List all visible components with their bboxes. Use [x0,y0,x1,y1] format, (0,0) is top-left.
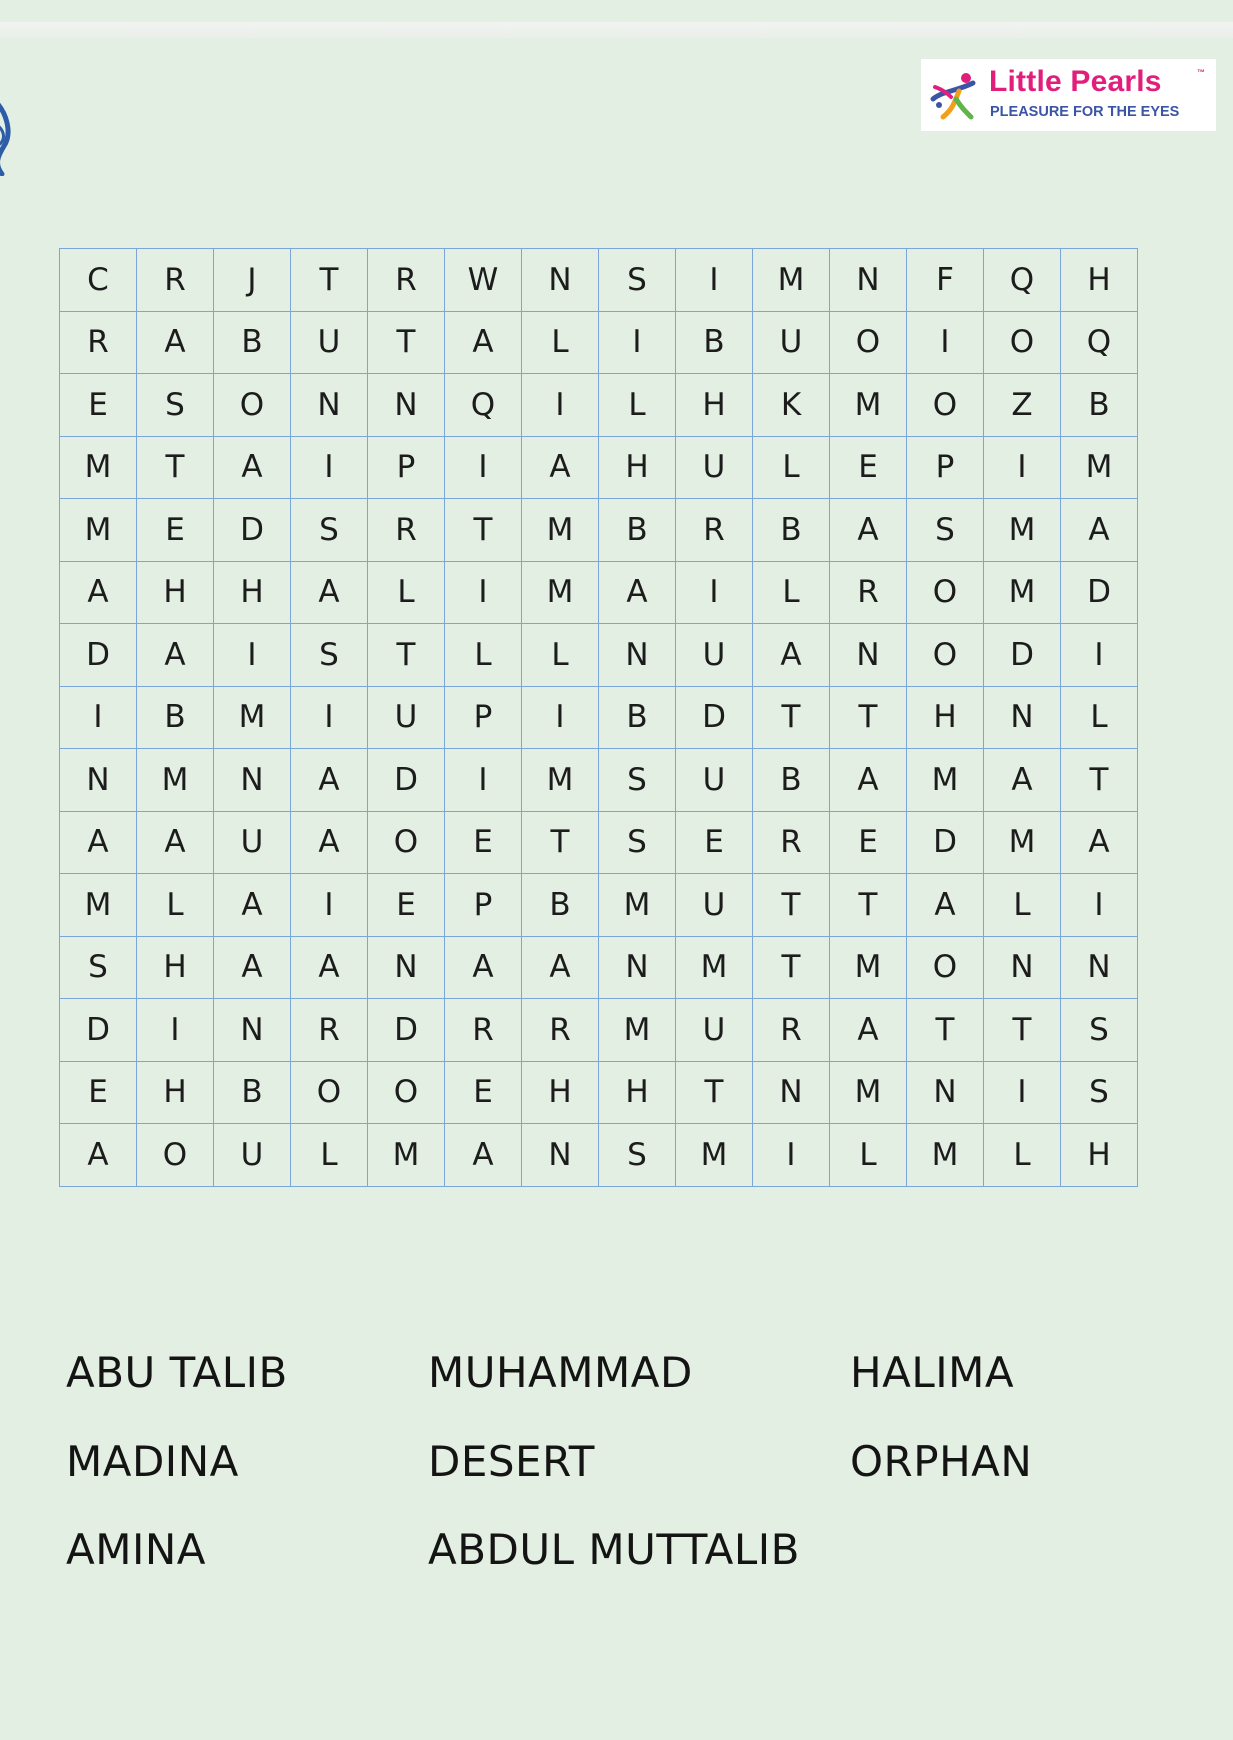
grid-cell[interactable]: T [984,999,1061,1062]
grid-cell[interactable]: M [1061,437,1138,500]
grid-cell[interactable]: L [984,1124,1061,1187]
grid-cell[interactable]: C [60,249,137,312]
grid-cell[interactable]: T [676,1062,753,1125]
grid-cell[interactable]: D [60,624,137,687]
grid-cell[interactable]: J [214,249,291,312]
grid-cell[interactable]: S [137,374,214,437]
grid-cell[interactable]: M [984,499,1061,562]
grid-cell[interactable]: O [214,374,291,437]
grid-cell[interactable]: N [522,1124,599,1187]
grid-cell[interactable]: L [445,624,522,687]
logo-tagline: PLEASURE FOR THE EYES [990,104,1180,120]
grid-cell[interactable]: K [753,374,830,437]
grid-cell[interactable]: A [291,937,368,1000]
grid-cell[interactable]: M [830,1062,907,1125]
grid-cell[interactable]: B [214,312,291,375]
grid-cell[interactable]: L [753,562,830,625]
grid-cell[interactable]: D [676,687,753,750]
grid-cell[interactable]: L [1061,687,1138,750]
grid-cell[interactable]: U [676,624,753,687]
grid-cell[interactable]: N [753,1062,830,1125]
grid-cell[interactable]: N [599,624,676,687]
grid-cell[interactable]: M [522,749,599,812]
grid-cell[interactable]: M [907,1124,984,1187]
grid-cell[interactable]: I [1061,874,1138,937]
grid-cell[interactable]: B [599,687,676,750]
grid-cell[interactable]: I [907,312,984,375]
grid-cell[interactable]: A [907,874,984,937]
grid-cell[interactable]: M [830,374,907,437]
grid-cell[interactable]: N [1061,937,1138,1000]
grid-cell[interactable]: A [522,937,599,1000]
grid-cell[interactable]: I [445,562,522,625]
grid-cell[interactable]: S [291,499,368,562]
grid-cell[interactable]: H [137,937,214,1000]
grid-cell[interactable]: I [753,1124,830,1187]
grid-cell[interactable]: N [599,937,676,1000]
grid-cell[interactable]: L [522,312,599,375]
grid-cell[interactable]: L [137,874,214,937]
grid-cell[interactable]: A [445,1124,522,1187]
grid-cell[interactable]: A [137,812,214,875]
grid-cell[interactable]: O [907,937,984,1000]
grid-cell[interactable]: N [522,249,599,312]
grid-cell[interactable]: S [599,249,676,312]
logo-figure-icon [929,69,979,121]
grid-cell[interactable]: H [599,1062,676,1125]
grid-cell[interactable]: S [599,812,676,875]
grid-cell[interactable]: I [522,374,599,437]
grid-cell[interactable]: M [676,1124,753,1187]
grid-cell[interactable]: A [522,437,599,500]
grid-cell[interactable]: A [830,499,907,562]
grid-cell[interactable]: M [60,499,137,562]
grid-cell[interactable]: E [368,874,445,937]
word-item: MUHAMMAD [428,1348,693,1397]
grid-cell[interactable]: H [522,1062,599,1125]
word-item: ORPHAN [850,1437,1033,1486]
grid-cell[interactable]: E [60,1062,137,1125]
grid-cell[interactable]: L [522,624,599,687]
grid-cell[interactable]: O [907,562,984,625]
grid-cell[interactable]: N [214,749,291,812]
grid-cell[interactable]: A [214,874,291,937]
grid-cell[interactable]: D [60,999,137,1062]
grid-cell[interactable]: R [676,499,753,562]
grid-cell[interactable]: E [60,374,137,437]
grid-cell[interactable]: B [522,874,599,937]
grid-cell[interactable]: T [137,437,214,500]
logo [921,59,1216,131]
grid-cell[interactable]: L [830,1124,907,1187]
grid-cell[interactable]: O [984,312,1061,375]
grid-cell[interactable]: M [60,437,137,500]
grid-cell[interactable]: M [137,749,214,812]
grid-cell[interactable]: H [599,437,676,500]
grid-cell[interactable]: B [753,499,830,562]
grid-cell[interactable]: T [753,687,830,750]
grid-cell[interactable]: R [753,812,830,875]
grid-cell[interactable]: D [368,749,445,812]
grid-cell[interactable]: A [60,812,137,875]
grid-cell[interactable]: E [445,1062,522,1125]
grid-cell[interactable]: I [676,249,753,312]
grid-cell[interactable]: H [137,1062,214,1125]
grid-cell[interactable]: T [753,874,830,937]
grid-cell[interactable]: T [445,499,522,562]
grid-cell[interactable]: M [599,999,676,1062]
grid-cell[interactable]: E [137,499,214,562]
grid-cell[interactable]: I [60,687,137,750]
grid-cell[interactable]: S [1061,1062,1138,1125]
grid-cell[interactable]: Q [1061,312,1138,375]
grid-cell[interactable]: N [830,249,907,312]
word-item: ABDUL MUTTALIB [428,1525,800,1574]
grid-cell[interactable]: H [214,562,291,625]
grid-cell[interactable]: S [60,937,137,1000]
grid-cell[interactable]: I [214,624,291,687]
edge-decoration [0,94,12,176]
grid-cell[interactable]: I [445,749,522,812]
word-item: DESERT [428,1437,595,1486]
grid-cell[interactable]: I [445,437,522,500]
grid-cell[interactable]: R [830,562,907,625]
grid-cell[interactable]: O [368,1062,445,1125]
grid-cell[interactable]: B [599,499,676,562]
grid-cell[interactable]: T [368,624,445,687]
grid-cell[interactable]: H [1061,249,1138,312]
grid-cell[interactable]: N [984,687,1061,750]
grid-cell[interactable]: M [60,874,137,937]
grid-cell[interactable]: P [445,687,522,750]
logo-name: Little Pearls [989,65,1162,98]
grid-cell[interactable]: U [291,312,368,375]
grid-cell[interactable]: A [291,562,368,625]
grid-cell[interactable]: Q [984,249,1061,312]
grid-cell[interactable]: N [60,749,137,812]
grid-cell[interactable]: U [676,999,753,1062]
word-item: AMINA [66,1525,207,1574]
grid-cell[interactable]: D [368,999,445,1062]
grid-cell[interactable]: O [137,1124,214,1187]
grid-cell[interactable]: U [676,437,753,500]
word-search-grid [59,248,1138,1187]
grid-cell[interactable]: O [368,812,445,875]
grid-cell[interactable]: R [753,999,830,1062]
grid-cell[interactable]: M [676,937,753,1000]
logo-trademark: ™ [1197,68,1205,77]
grid-cell[interactable]: T [1061,749,1138,812]
grid-cell[interactable]: I [676,562,753,625]
grid-cell[interactable]: R [445,999,522,1062]
grid-cell[interactable]: W [445,249,522,312]
grid-cell[interactable]: E [830,812,907,875]
word-item: HALIMA [850,1348,1015,1397]
grid-cell[interactable]: A [830,999,907,1062]
grid-cell[interactable]: T [830,687,907,750]
grid-cell[interactable]: R [368,499,445,562]
grid-cell[interactable]: A [214,937,291,1000]
grid-cell[interactable]: A [60,562,137,625]
grid-cell[interactable]: M [984,562,1061,625]
grid-cell[interactable]: I [291,437,368,500]
grid-cell[interactable]: O [830,312,907,375]
grid-cell[interactable]: H [907,687,984,750]
grid-cell[interactable]: M [522,499,599,562]
grid-cell[interactable]: T [291,249,368,312]
grid-cell[interactable]: M [830,937,907,1000]
grid-cell[interactable]: A [137,312,214,375]
grid-cell[interactable]: A [445,312,522,375]
grid-cell[interactable]: D [1061,562,1138,625]
grid-cell[interactable]: H [1061,1124,1138,1187]
grid-cell[interactable]: I [984,1062,1061,1125]
grid-cell[interactable]: I [599,312,676,375]
grid-cell[interactable]: B [676,312,753,375]
grid-cell[interactable]: A [1061,499,1138,562]
grid-cell[interactable]: B [1061,374,1138,437]
grid-cell[interactable]: A [291,812,368,875]
grid-cell[interactable]: S [599,1124,676,1187]
grid-cell[interactable]: O [291,1062,368,1125]
grid-cell[interactable]: R [291,999,368,1062]
grid-cell[interactable]: N [214,999,291,1062]
grid-cell[interactable]: L [599,374,676,437]
grid-cell[interactable]: I [291,874,368,937]
grid-cell[interactable]: T [830,874,907,937]
grid-cell[interactable]: A [60,1124,137,1187]
grid-cell[interactable]: U [368,687,445,750]
grid-cell[interactable]: M [214,687,291,750]
grid-cell[interactable]: U [676,749,753,812]
grid-cell[interactable]: N [368,374,445,437]
grid-cell[interactable]: S [291,624,368,687]
grid-cell[interactable]: P [368,437,445,500]
grid-cell[interactable]: U [676,874,753,937]
grid-cell[interactable]: A [830,749,907,812]
grid-cell[interactable]: T [753,937,830,1000]
grid-cell[interactable]: A [214,437,291,500]
grid-cell[interactable]: A [753,624,830,687]
grid-cell[interactable]: A [137,624,214,687]
grid-cell[interactable]: T [522,812,599,875]
grid-cell[interactable]: B [753,749,830,812]
grid-cell[interactable]: M [907,749,984,812]
grid-cell[interactable]: U [753,312,830,375]
grid-cell[interactable]: A [984,749,1061,812]
grid-cell[interactable]: O [907,374,984,437]
grid-cell[interactable]: E [445,812,522,875]
grid-cell[interactable]: T [368,312,445,375]
grid-cell[interactable]: M [368,1124,445,1187]
grid-cell[interactable]: U [214,812,291,875]
grid-cell[interactable]: D [907,812,984,875]
grid-cell[interactable]: R [60,312,137,375]
grid-cell[interactable]: H [137,562,214,625]
grid-cell[interactable]: T [907,999,984,1062]
word-item: ABU TALIB [66,1348,288,1397]
grid-cell[interactable]: Q [445,374,522,437]
grid-cell[interactable]: L [984,874,1061,937]
grid-cell[interactable]: H [676,374,753,437]
grid-cell[interactable]: L [291,1124,368,1187]
grid-cell[interactable]: D [984,624,1061,687]
grid-cell[interactable]: S [1061,999,1138,1062]
grid-cell[interactable]: O [907,624,984,687]
grid-cell[interactable]: L [368,562,445,625]
grid-cell[interactable]: R [368,249,445,312]
grid-cell[interactable]: L [753,437,830,500]
grid-cell[interactable]: E [676,812,753,875]
grid-cell[interactable]: Z [984,374,1061,437]
grid-cell[interactable]: M [753,249,830,312]
grid-cell[interactable]: A [445,937,522,1000]
grid-cell[interactable]: N [984,937,1061,1000]
grid-cell[interactable]: I [1061,624,1138,687]
grid-cell[interactable]: M [522,562,599,625]
top-bar [0,22,1233,38]
grid-cell[interactable]: P [445,874,522,937]
grid-cell[interactable]: N [291,374,368,437]
grid-cell[interactable]: I [137,999,214,1062]
grid-cell[interactable]: R [522,999,599,1062]
grid-cell[interactable]: I [984,437,1061,500]
grid-cell[interactable]: A [291,749,368,812]
grid-cell[interactable]: B [137,687,214,750]
grid-cell[interactable]: I [291,687,368,750]
grid-cell[interactable]: S [907,499,984,562]
grid-cell[interactable]: R [137,249,214,312]
grid-cell[interactable]: A [599,562,676,625]
grid-cell[interactable]: D [214,499,291,562]
grid-cell[interactable]: I [522,687,599,750]
grid-cell[interactable]: N [830,624,907,687]
grid-cell[interactable]: A [1061,812,1138,875]
grid-cell[interactable]: N [368,937,445,1000]
grid-cell[interactable]: B [214,1062,291,1125]
word-item: MADINA [66,1437,239,1486]
grid-cell[interactable]: P [907,437,984,500]
grid-cell[interactable]: N [907,1062,984,1125]
grid-cell[interactable]: M [984,812,1061,875]
grid-cell[interactable]: E [830,437,907,500]
grid-cell[interactable]: U [214,1124,291,1187]
grid-cell[interactable]: F [907,249,984,312]
grid-cell[interactable]: S [599,749,676,812]
grid-cell[interactable]: M [599,874,676,937]
